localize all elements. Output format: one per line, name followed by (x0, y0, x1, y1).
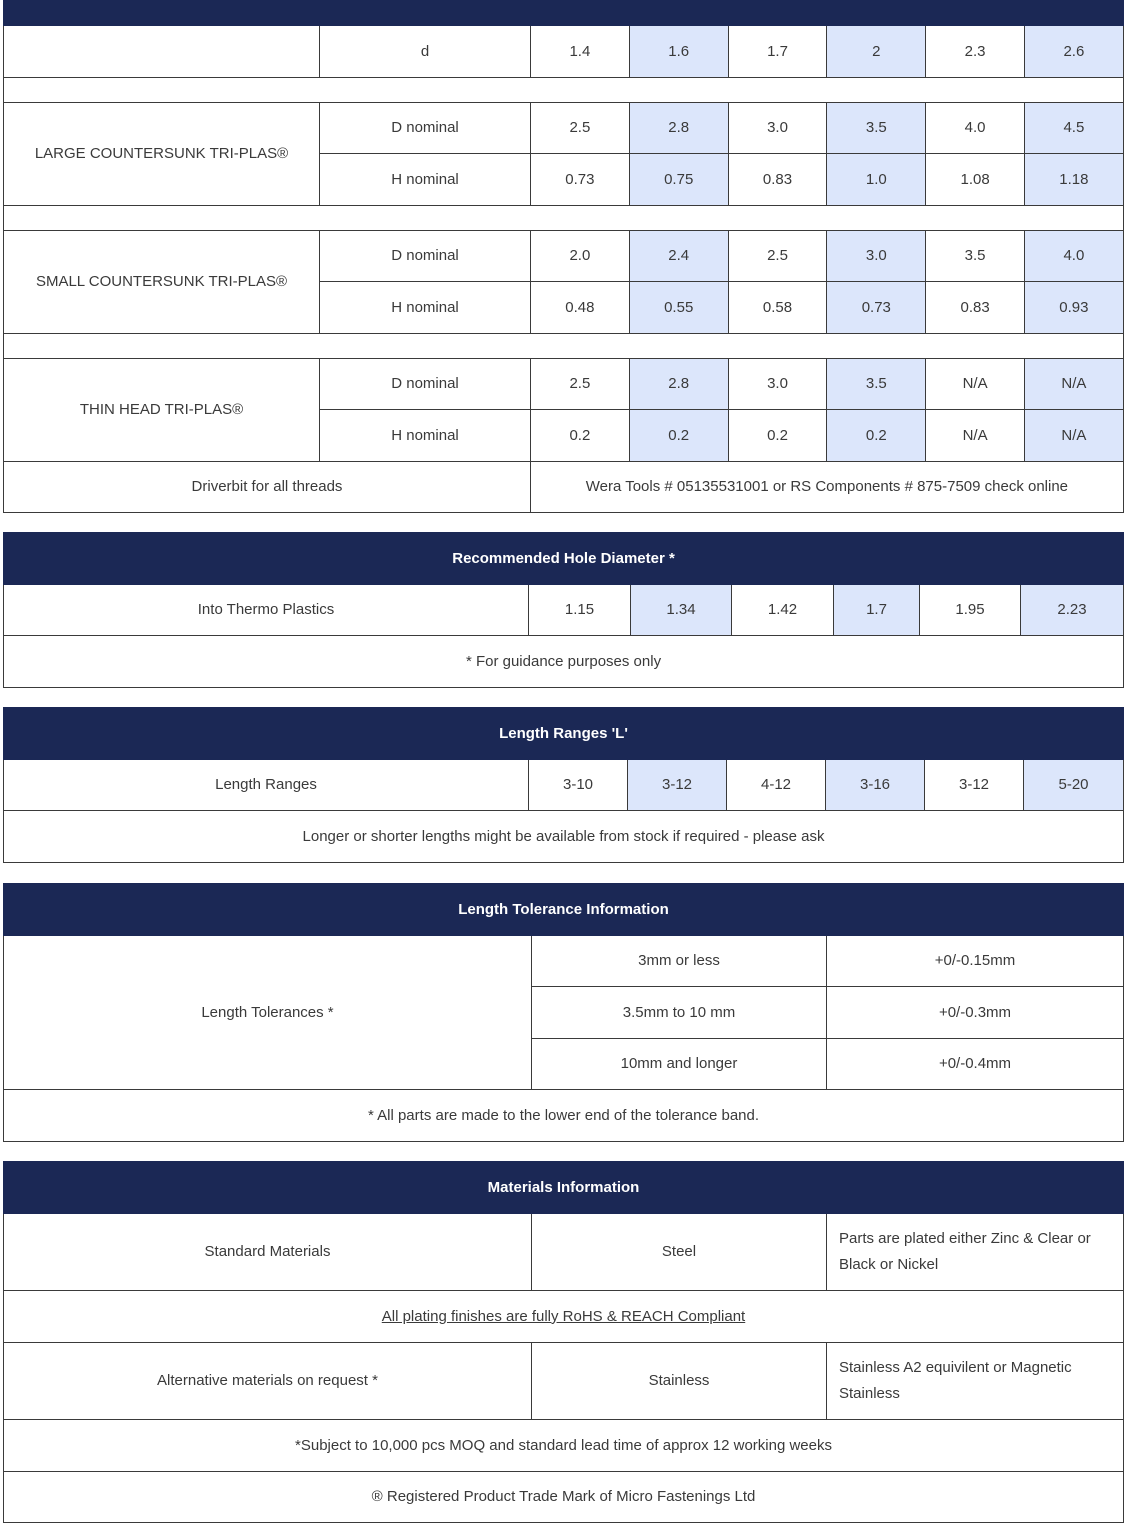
value-cell: 1.42 (732, 584, 834, 636)
note-text: * All parts are made to the lower end of the tolerance band. (4, 1090, 1124, 1142)
table-row (4, 935, 1124, 987)
section-title: Materials Information (4, 1162, 1124, 1214)
table-row (4, 584, 1124, 636)
group-name: THIN HEAD TRI-PLAS® (4, 358, 320, 461)
materials-table (3, 1161, 1124, 1523)
section-header (4, 533, 1124, 585)
value-cell: 4.5 (1024, 102, 1123, 154)
value-cell: 2.5 (531, 102, 630, 154)
compliance-row (4, 1291, 1124, 1343)
value-cell: 2.8 (629, 358, 728, 410)
value-cell: 0.93 (1024, 282, 1123, 334)
spacer-row (4, 205, 1124, 230)
value-cell: 1.95 (920, 584, 1021, 636)
value-cell: 4.0 (926, 102, 1025, 154)
note-row (4, 1420, 1124, 1472)
value-cell: 4-12 (727, 759, 826, 811)
value-cell: 3.5 (827, 358, 926, 410)
d-value: 2 (827, 26, 926, 78)
value-cell: 1.18 (1024, 154, 1123, 206)
value-cell: 1.7 (834, 584, 920, 636)
d-label: d (320, 26, 531, 78)
length-ranges-table (3, 707, 1124, 863)
row-label: H nominal (320, 410, 531, 462)
value-cell: 1.0 (827, 154, 926, 206)
value-cell: N/A (926, 358, 1025, 410)
section-title: Length Ranges 'L' (4, 708, 1124, 760)
spacer-row (4, 333, 1124, 358)
value-cell: N/A (1024, 410, 1123, 462)
value-cell: 1.34 (631, 584, 732, 636)
section-title: Length Tolerance Information (4, 884, 1124, 936)
table-row (4, 230, 1124, 282)
material-cell: Steel (532, 1213, 827, 1291)
value-cell: 0.75 (629, 154, 728, 206)
tolerance-cell: +0/-0.15mm (827, 935, 1124, 987)
value-cell: 3-16 (826, 759, 925, 811)
empty-cell (4, 26, 320, 78)
group-name: SMALL COUNTERSUNK TRI-PLAS® (4, 230, 320, 333)
value-cell: 3-10 (529, 759, 628, 811)
row-label: Alternative materials on request * (4, 1342, 532, 1420)
d-row (4, 26, 1124, 78)
value-cell: 0.2 (629, 410, 728, 462)
value-cell: 2.0 (531, 230, 630, 282)
value-cell: 1.08 (926, 154, 1025, 206)
range-cell: 10mm and longer (532, 1038, 827, 1090)
section-header (4, 708, 1124, 760)
tolerance-cell: +0/-0.3mm (827, 987, 1124, 1039)
trademark-note: ® Registered Product Trade Mark of Micro Fastenings Ltd (4, 1471, 1124, 1523)
value-cell: 4.0 (1024, 230, 1123, 282)
dimensions-table (3, 0, 1124, 513)
value-cell: 2.4 (629, 230, 728, 282)
d-value: 1.4 (531, 26, 630, 78)
value-cell: 0.58 (728, 282, 827, 334)
moq-note: *Subject to 10,000 pcs MOQ and standard lead time of approx 12 working weeks (4, 1420, 1124, 1472)
d-value: 2.6 (1024, 26, 1123, 78)
row-label: Into Thermo Plastics (4, 584, 529, 636)
note-row (4, 811, 1124, 863)
value-cell: 3-12 (628, 759, 727, 811)
value-cell: 1.15 (529, 584, 631, 636)
table-row (4, 759, 1124, 811)
note-row (4, 636, 1124, 688)
value-cell: 3.0 (827, 230, 926, 282)
group-name: LARGE COUNTERSUNK TRI-PLAS® (4, 102, 320, 205)
tolerance-cell: +0/-0.4mm (827, 1038, 1124, 1090)
value-cell: 2.5 (531, 358, 630, 410)
hole-diameter-table (3, 532, 1124, 688)
value-cell: 3-12 (925, 759, 1024, 811)
value-cell: 0.83 (728, 154, 827, 206)
note-row (4, 1090, 1124, 1142)
row-label: H nominal (320, 282, 531, 334)
value-cell: N/A (926, 410, 1025, 462)
table-row (4, 358, 1124, 410)
value-cell: 0.73 (827, 282, 926, 334)
table-row (4, 1213, 1124, 1291)
value-cell: 0.2 (531, 410, 630, 462)
table-row (4, 1342, 1124, 1420)
dimensions-header-bar (4, 1, 1124, 26)
driverbit-row (4, 461, 1124, 513)
driverbit-label: Driverbit for all threads (4, 461, 531, 513)
driverbit-value: Wera Tools # 05135531001 or RS Components # 875-7509 check online (531, 461, 1124, 513)
value-cell: 0.73 (531, 154, 630, 206)
row-label: Length Tolerances * (4, 935, 532, 1090)
note-text: * For guidance purposes only (4, 636, 1124, 688)
note-text: Longer or shorter lengths might be available from stock if required - please ask (4, 811, 1124, 863)
table-row (4, 102, 1124, 154)
row-label: D nominal (320, 358, 531, 410)
value-cell: 0.2 (728, 410, 827, 462)
value-cell: 0.48 (531, 282, 630, 334)
value-cell: 0.55 (629, 282, 728, 334)
section-title: Recommended Hole Diameter * (4, 533, 1124, 585)
range-cell: 3.5mm to 10 mm (532, 987, 827, 1039)
section-header (4, 884, 1124, 936)
finish-cell: Parts are plated either Zinc & Clear or Black or Nickel (827, 1213, 1124, 1291)
finish-cell: Stainless A2 equivilent or Magnetic Stainless (827, 1342, 1124, 1420)
range-cell: 3mm or less (532, 935, 827, 987)
length-tolerance-table (3, 883, 1124, 1142)
compliance-link[interactable]: All plating finishes are fully RoHS & REACH Compliant (381, 1307, 746, 1325)
row-label: H nominal (320, 154, 531, 206)
section-header (4, 1162, 1124, 1214)
value-cell: N/A (1024, 358, 1123, 410)
value-cell: 3.0 (728, 358, 827, 410)
d-value: 2.3 (926, 26, 1025, 78)
spacer-row (4, 77, 1124, 102)
value-cell: 2.5 (728, 230, 827, 282)
value-cell: 2.23 (1021, 584, 1124, 636)
d-value: 1.7 (728, 26, 827, 78)
value-cell: 2.8 (629, 102, 728, 154)
value-cell: 0.2 (827, 410, 926, 462)
row-label: D nominal (320, 102, 531, 154)
d-value: 1.6 (629, 26, 728, 78)
row-label: D nominal (320, 230, 531, 282)
value-cell: 5-20 (1024, 759, 1124, 811)
row-label: Standard Materials (4, 1213, 532, 1291)
row-label: Length Ranges (4, 759, 529, 811)
note-row (4, 1471, 1124, 1523)
value-cell: 3.0 (728, 102, 827, 154)
compliance-cell (4, 1291, 1124, 1343)
material-cell: Stainless (532, 1342, 827, 1420)
value-cell: 3.5 (926, 230, 1025, 282)
value-cell: 3.5 (827, 102, 926, 154)
value-cell: 0.83 (926, 282, 1025, 334)
